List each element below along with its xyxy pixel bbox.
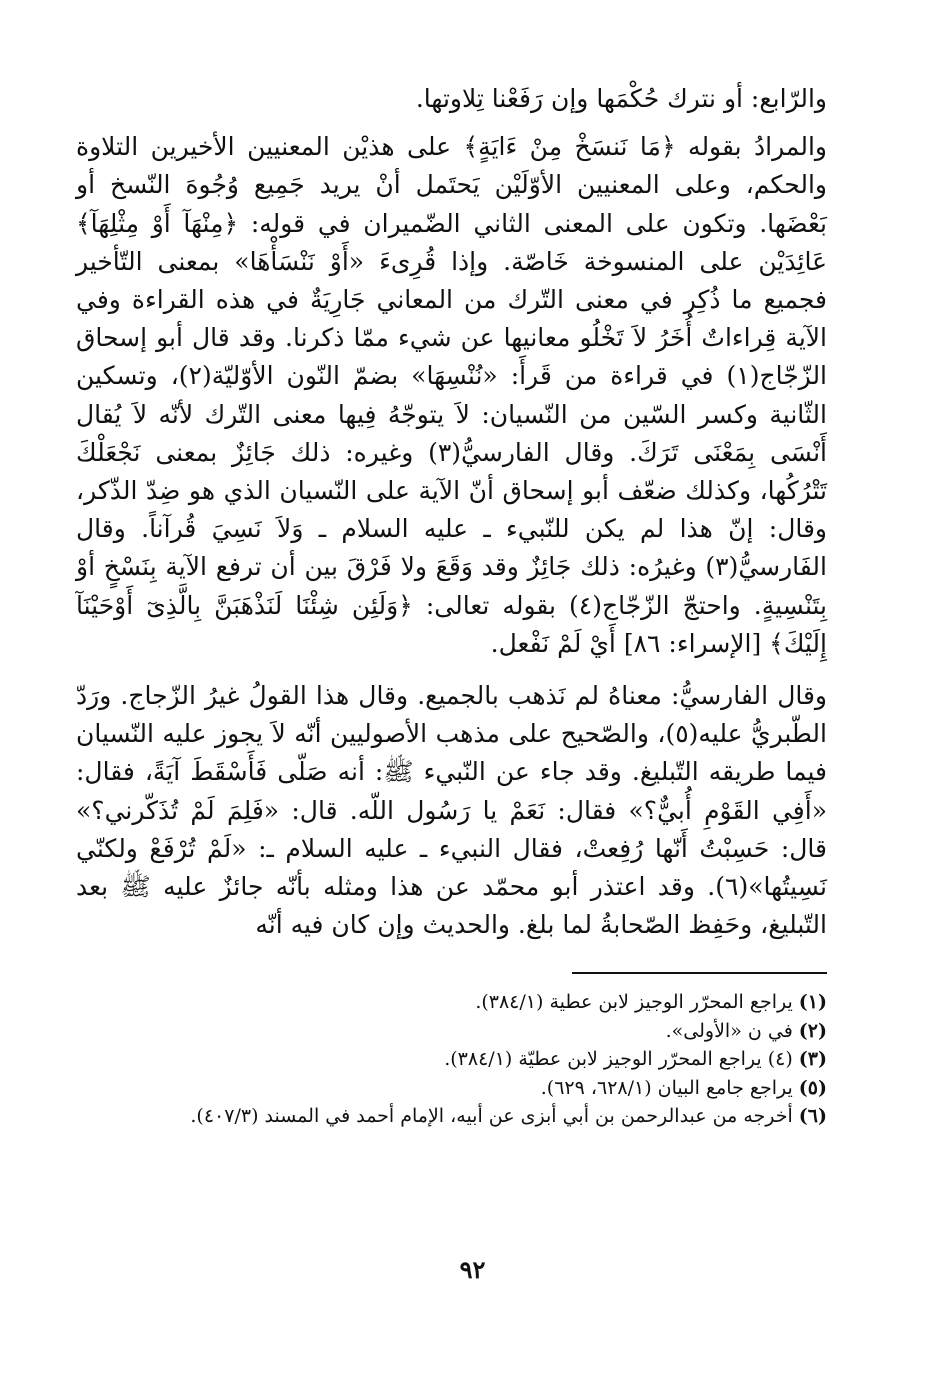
footnote-text: أخرجه من عبدالرحمن بن أبي أبزى عن أبيه، الإمام أحمد في المسند (٤٠٧/٣). — [190, 1105, 793, 1128]
page-number: ٩٢ — [459, 1255, 486, 1284]
body-paragraph-2: وقال الفارسيُّ: معناهُ لم نَذهب بالجميع. وقال هذا القولُ غيرُ الزّجاج. ورَدّ الطّبريُّ عليه(٥)، والصّحيح على مذهب الأصوليين أنّه لاَ يجوز عليه النّسيان فيما طريقه التّبليغ. وقد جاء عن النّبيء ﷺ: أنه صَلّى فَأَسْقَطَ آيَةً، فقال: «أَفِي القَوْمِ أُبيٌّ؟» فقال: نَعَمْ يا رَسُول اللّه. قال: «فَلِمَ لَمْ تُذَكّرني؟» قال: حَسِبْتُ أَنّها رُفِعتْ، فقال النبيء ـ عليه السلام ـ: «لَمْ تُرْفَعْ ولكنّي نَسِيتُها»(٦). وقد اعتذر أبو محمّد عن هذا ومثله بأنّه جائزٌ عليه ﷺ بعد التّبليغ، وحَفِظ الصّحابةُ لما بلغ. والحديث وإن كان فيه أنّه — [76, 681, 827, 940]
opening-line: والرّابع: أو نترك حُكْمَها وإن رَفَعْنا تِلاوتها. — [415, 84, 827, 113]
footnote-text: (٤) يراجع المحرّر الوجيز لابن عطيّة (٣٨٤/١). — [444, 1048, 793, 1071]
footnote-number: (١) — [798, 991, 827, 1014]
footnote-number: (٢) — [798, 1019, 827, 1042]
footnote-text: يراجع المحرّر الوجيز لابن عطية (٣٨٤/١). — [475, 991, 793, 1014]
body-paragraph-1: والمرادُ بقوله ﴿مَا نَنسَخْ مِنْ ءَايَةٍ﴾ على هذيْن المعنيين الأخيرين التلاوة والحكم، وعلى المعنيين الأوّلَيْن يَحتَمل أنْ يريد جَمِيع وُجُوهَ النّسخ أو بَعْضَها. وتكون على المعنى الثاني الضّميران في قوله: ﴿مِنْهَآ أَوْ مِثْلِهَآ﴾ عَائِدَيْن على المنسوخة خَاصّة. وإذا قُرِىءَ «أَوْ نَنْسَأْهَا» بمعنى التّأخير فجميع ما ذُكِر في معنى التّرك من المعاني جَارِيَةٌ في هذه القراءة وفي الآية قِراءاتٌ أُخَرُ لاَ تَخْلُو معانيها عن شيء ممّا ذكرنا. وقد قال أبو إسحاق الزّجّاج(١) في قراءة من قَرأَ: «نُنْسِهَا» بضمّ النّون الأوّليّة(٢)، وتسكين الثّانية وكسر السّين من النّسيان: لاَ يتوجّهُ فِيها معنى التّرك لأنّه لاَ يُقال أَنْسَى بِمَعْنَى تَرَكَ. وقال الفارسيُّ(٣) وغيره: ذلك جَائِزٌ بمعنى نَجْعَلْكَ تَتْرُكُها، وكذلك ضعّف أبو إسحاق أنّ الآية على النّسيان الذي هو ضِدّ الذّكر، وقال: إنّ هذا لم يكن للنّبيء ـ عليه السلام ـ وَلاَ نَسِيَ قُرآناً. وقال الفَارسيُّ(٣) وغيرُه: ذلك جَائِزٌ وقد وَقَعَ ولا فَرْقَ بين أن ترفع الآية بِنَسْخٍ أوْ بِتَنْسِيةٍ. واحتجّ الزّجّاج(٤) بقوله تعالى: ﴿وَلَئِن شِئْنَا لَنَذْهَبَنَّ بِالَّذِىٓ أَوْحَيْنَآ إِلَيْكَ﴾ [الإسراء: ٨٦] أَيْ لَمْ نَفْعل. — [76, 132, 828, 658]
footnote — [76, 1045, 827, 1074]
footnote — [76, 1074, 827, 1103]
footnote-divider — [572, 972, 827, 974]
footnote-text: في ن «الأولى». — [665, 1019, 793, 1042]
footnote-number: (٥) — [798, 1076, 827, 1099]
footnote — [76, 988, 827, 1017]
footnotes — [76, 988, 827, 1131]
footnote — [76, 1102, 827, 1131]
footnote-number: (٣) — [798, 1048, 827, 1071]
footnote-text: يراجع جامع البيان (٦٢٨/١، ٦٢٩). — [540, 1076, 793, 1099]
footnote — [76, 1017, 827, 1046]
footnote-number: (٦) — [798, 1105, 827, 1128]
